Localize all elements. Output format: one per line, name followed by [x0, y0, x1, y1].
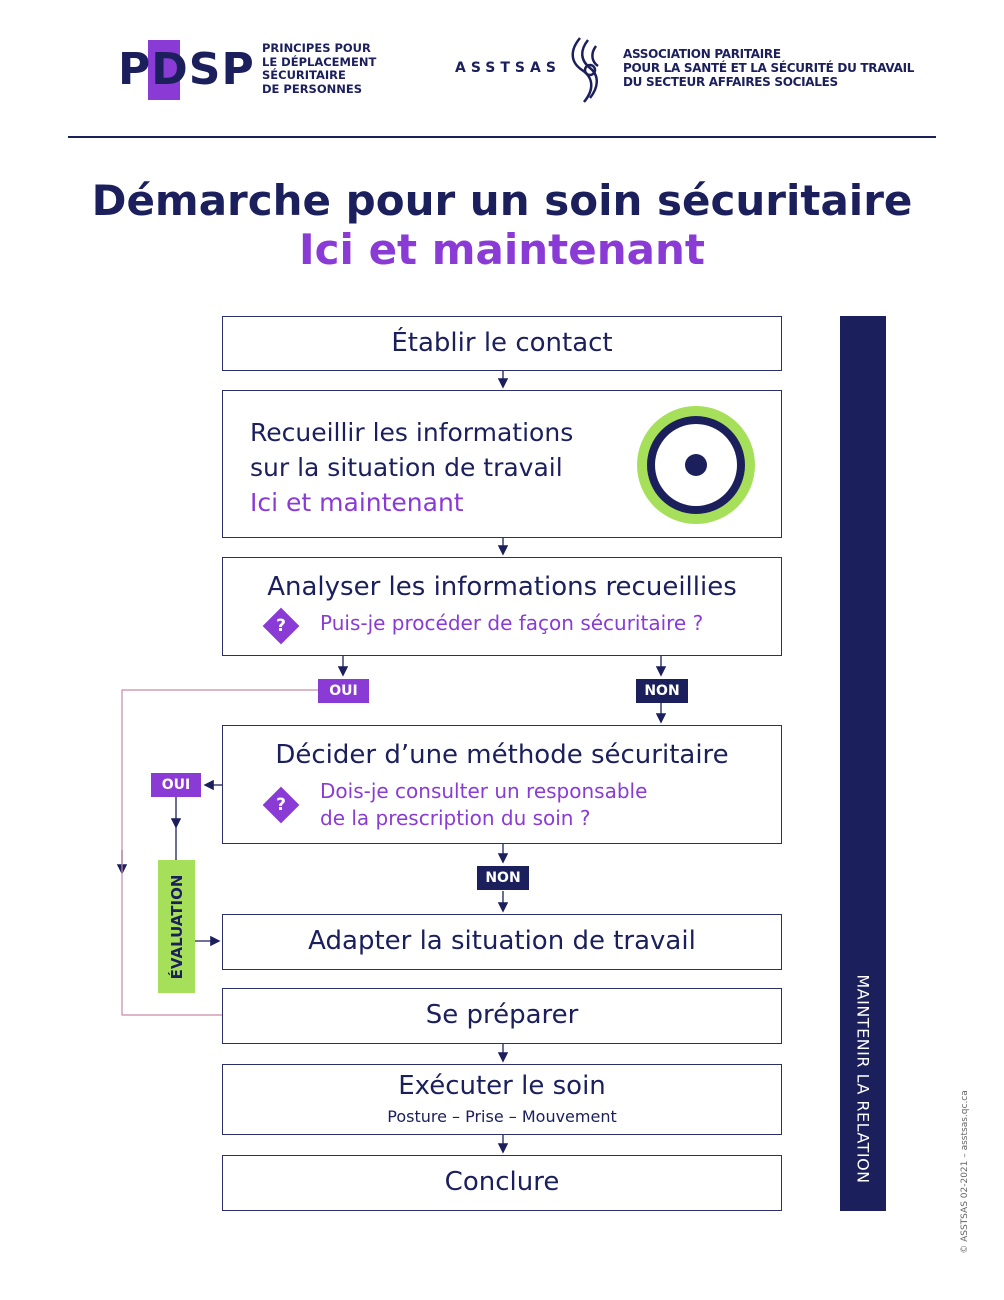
step-execute-care: Exécuter le soin Posture – Prise – Mouvement	[222, 1064, 782, 1135]
step-analyze-information: Analyser les informations recueillies ? Puis-je procéder de façon sécuritaire ?	[222, 557, 782, 656]
page-title: Démarche pour un soin sécuritaire	[91, 176, 913, 225]
no-label: NON	[477, 866, 529, 890]
pdsp-text: PRINCIPES POUR LE DÉPLACEMENT SÉCURITAIRE DE PERSONNES	[262, 41, 377, 96]
step-adapt-situation: Adapter la situation de travail	[222, 914, 782, 970]
asstsas-text: ASSOCIATION PARITAIRE POUR LA SANTÉ ET LA SÉCURITÉ DU TRAVAIL DU SECTEUR AFFAIRES SOCIALES	[623, 47, 915, 89]
yes-label: OUI	[318, 679, 369, 703]
step-gather-information: Recueillir les informations sur la situation de travail Ici et maintenant	[222, 390, 782, 538]
pdsp-logo: PDSP	[118, 40, 242, 100]
maintain-relationship-bar: MAINTENIR LA RELATION	[840, 316, 886, 1211]
step-establish-contact: Établir le contact	[222, 316, 782, 371]
no-label: NON	[636, 679, 688, 703]
step-decide-method: Décider d’une méthode sécuritaire ? Dois-je consulter un responsable de la prescription du soin ?	[222, 725, 782, 844]
asstsas-logo: ASSTSAS	[455, 60, 561, 76]
question-icon: ?	[263, 608, 300, 645]
step-prepare: Se préparer	[222, 988, 782, 1044]
step-conclude: Conclure	[222, 1155, 782, 1211]
page-subtitle: Ici et maintenant	[299, 225, 705, 274]
work-situation-circle-icon	[637, 406, 755, 524]
yes-label: OUI	[151, 773, 201, 797]
page: PDSP PRINCIPES POUR LE DÉPLACEMENT SÉCURITAIRE DE PERSONNES ASSTSAS ASSOCIATION PARITAIRE POUR LA SANTÉ ET LA SÉCURITÉ DU TRAVAIL DU SECTEUR AFFAIRES SOCIALES Démarche pour un soin sécuritaire Ici et maintenant Établir le contact Recueillir les informations sur la situation de travail Ici et maintenant Analyser les informations recueillies ? Puis-je procéder de façon sécuritaire ? OUI NON Décider d’une méthode sécuritaire ? Dois-je consulter un responsable de la prescription du soin ? OUI NON ÉVALUATION Adapter la situation de travail Se préparer Exécuter le soin Posture – Prise – Mouvement Conclure MAINTENIR LA RELATION © ASSTSAS 02-2021 – asstsas.qc.ca	[0, 0, 1004, 1300]
question-icon: ?	[263, 787, 300, 824]
evaluation-box: ÉVALUATION	[158, 860, 195, 993]
